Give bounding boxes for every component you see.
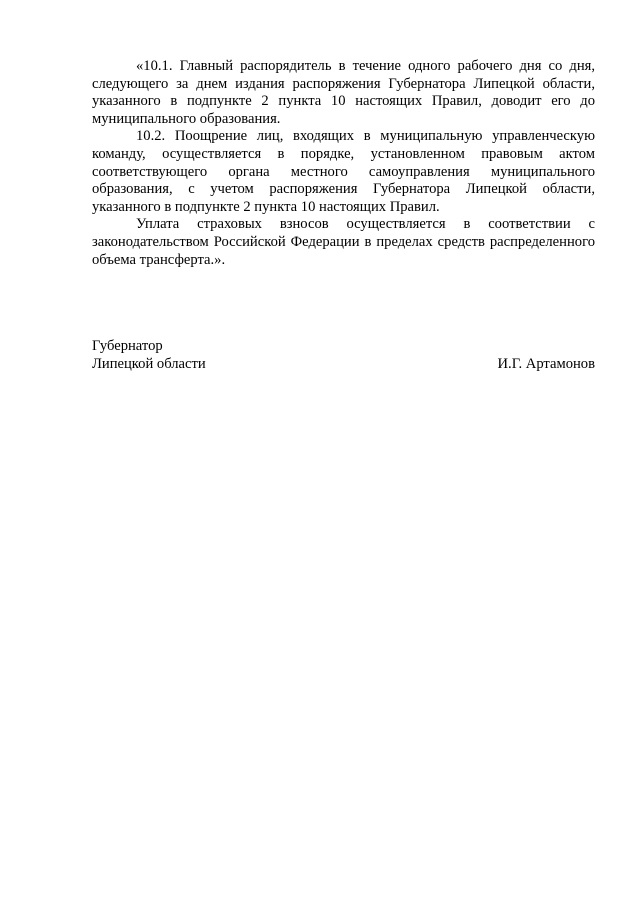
paragraph-10-2: 10.2. Поощрение лиц, входящих в муниципальную управленческую команду, осуществляется в порядке, установленном правовым актом соответствующего органа местного самоуправления муниципального образования, с учетом распоряжения Губернатора Липецкой области, указанного в подпункте 2 пункта 10 настоящих Правил.	[92, 128, 595, 215]
signature-row	[92, 355, 595, 373]
signatory-title-line2: Липецкой области	[92, 356, 206, 372]
signatory-title-line1: Губернатор	[92, 338, 163, 354]
signature-block	[92, 337, 595, 373]
signatory-name: И.Г. Артамонов	[497, 356, 595, 372]
paragraph-10-1: «10.1. Главный распорядитель в течение одного рабочего дня со дня, следующего за днем издания распоряжения Губернатора Липецкой области, указанного в подпункте 2 пункта 10 настоящих Правил, доводит его до муниципального образования.	[92, 58, 595, 127]
paragraph-insurance: Уплата страховых взносов осуществляется в соответствии с законодательством Российской Федерации в пределах средств распределенного объема трансферта.».	[92, 216, 595, 268]
document-body	[92, 58, 595, 269]
